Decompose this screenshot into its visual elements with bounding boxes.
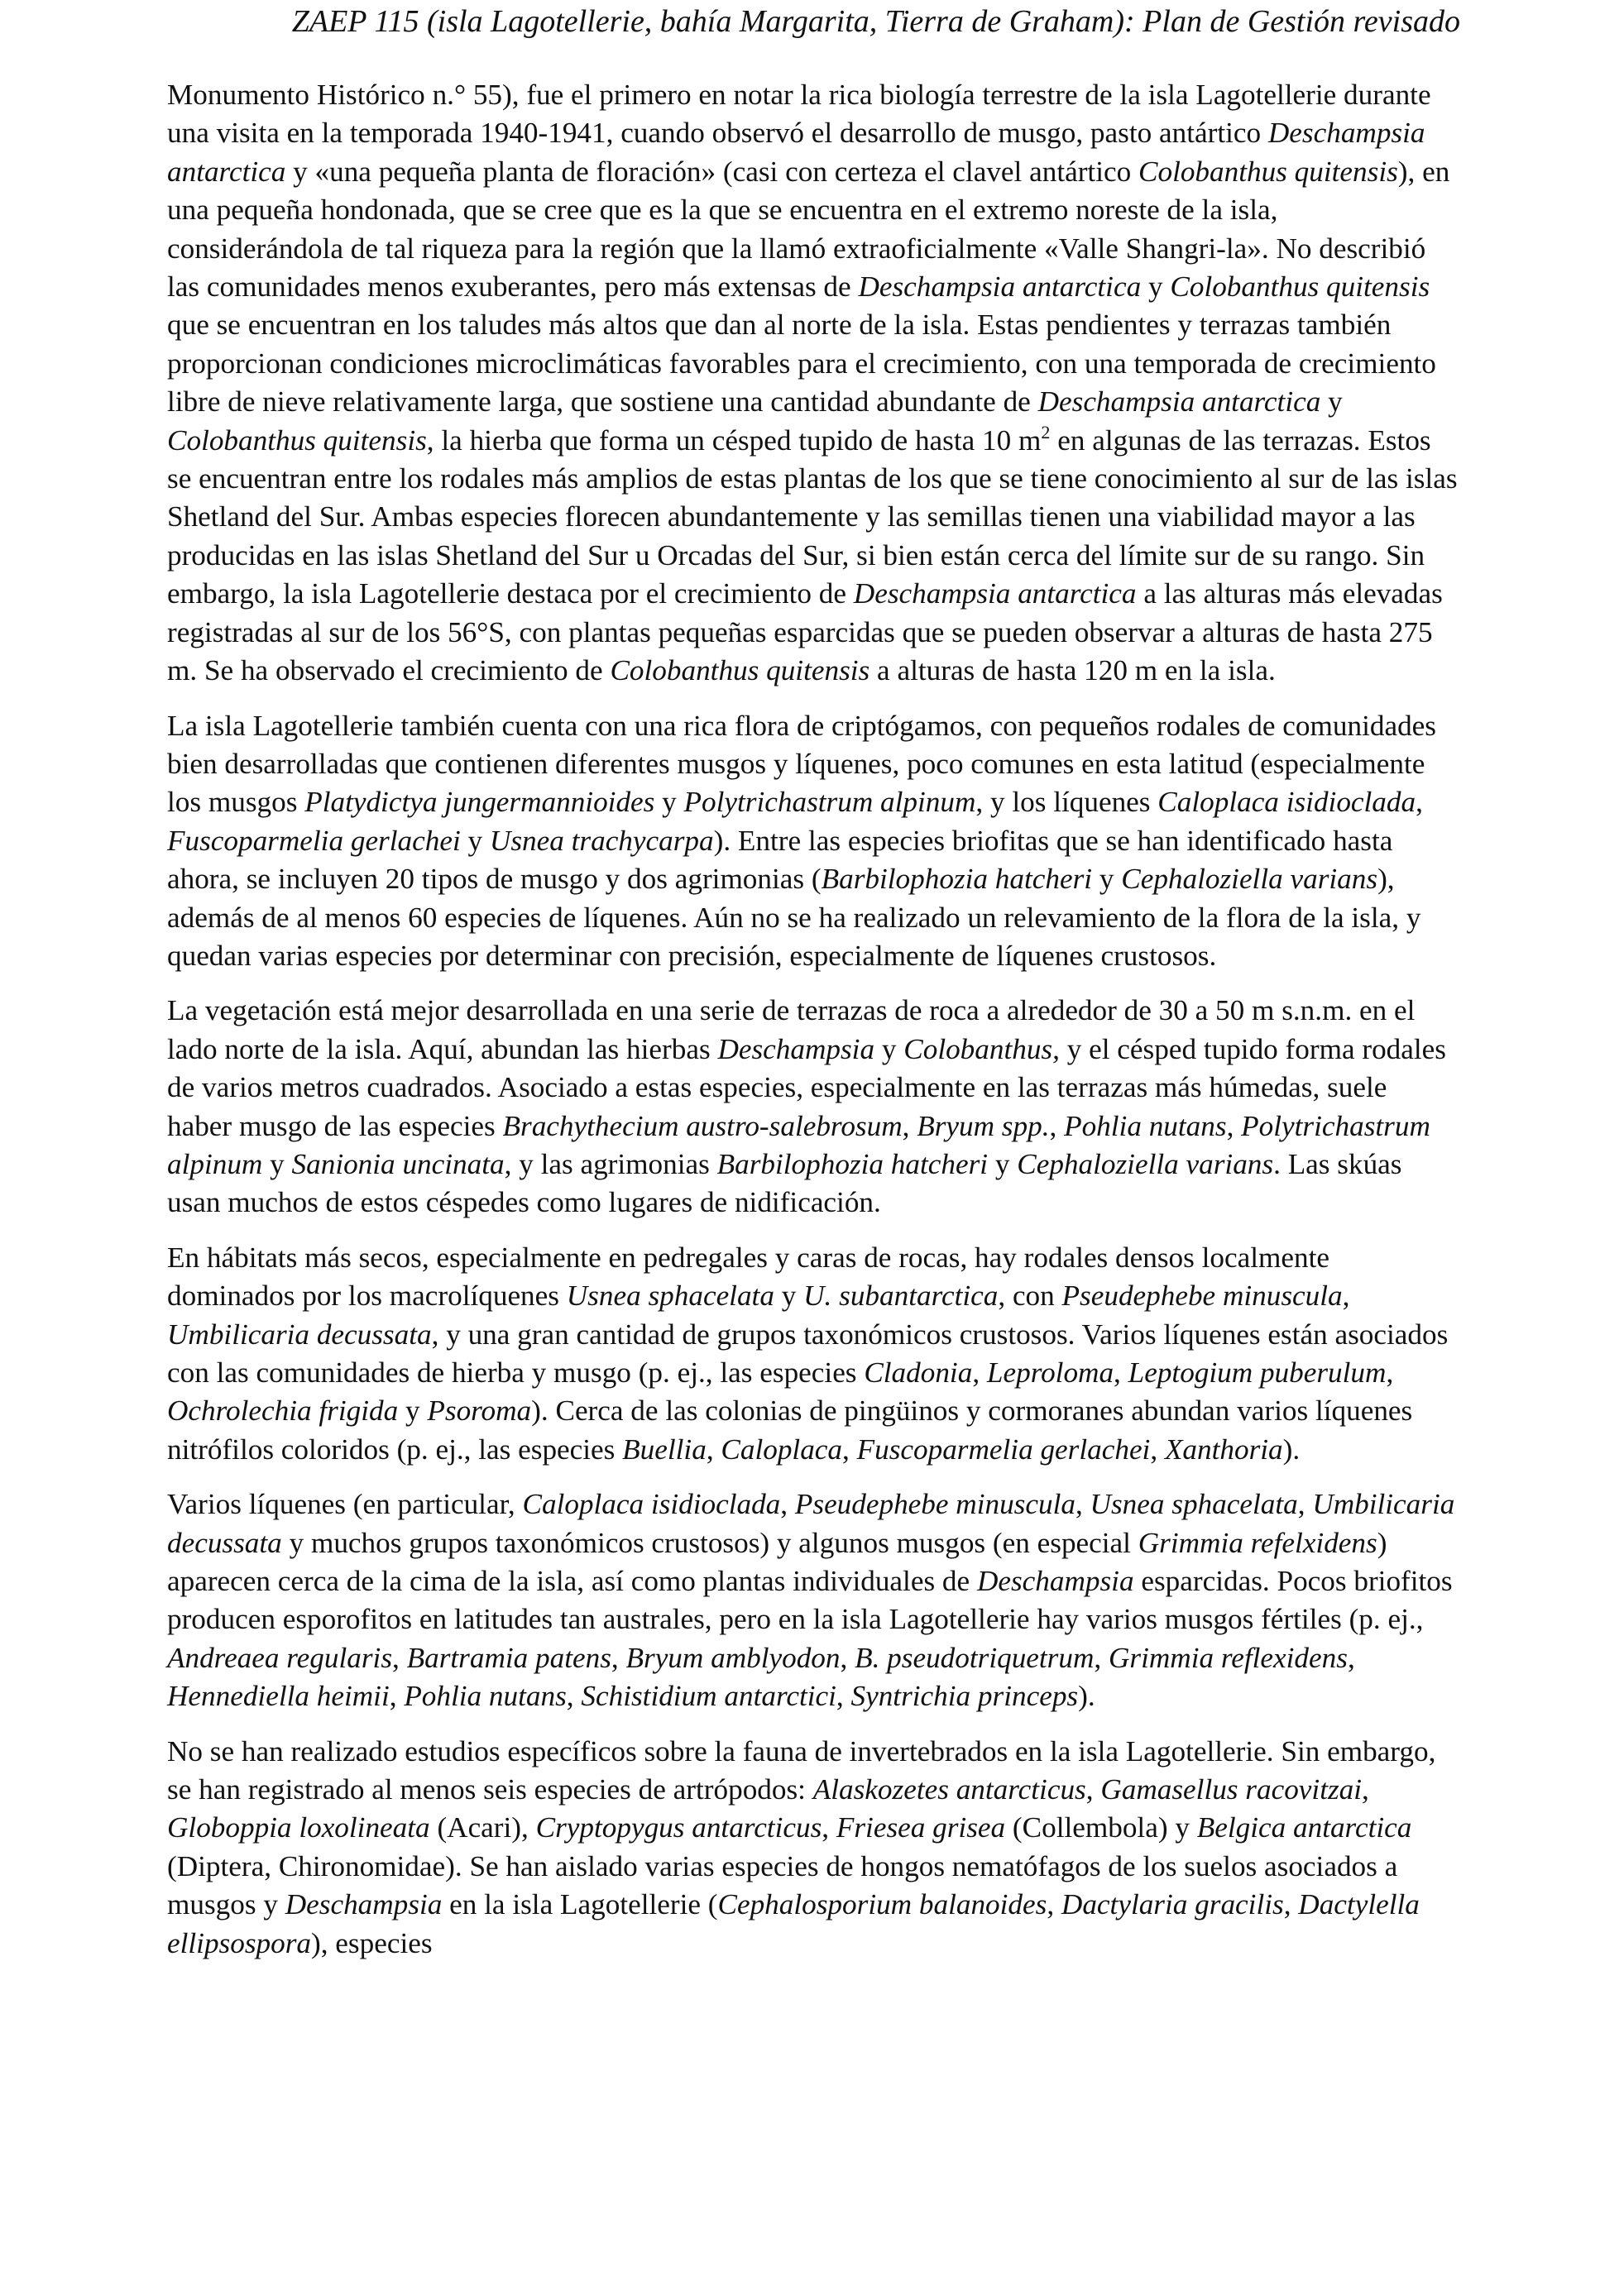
text-run: , y una gran cantidad de grupos taxonómicos crustosos. Varios líquenes están asociados con las comunidades de hierba y musgo (p. ej., las especies: [167, 1318, 1449, 1389]
italic-term: Caloplaca isidioclada: [522, 1488, 781, 1521]
superscript: 2: [1041, 421, 1051, 442]
italic-term: Colobanthus,: [903, 1032, 1060, 1065]
italic-term: Globoppia loxolineata: [167, 1811, 430, 1844]
italic-term: Deschampsia antarctica: [858, 270, 1142, 304]
text-run: (Diptera, Chironomidae). Se han aislado varias especies de hongos nematófagos de los suelos asociados a musgos y: [167, 1849, 1398, 1921]
italic-term: Umbilicaria decussata: [167, 1488, 1455, 1559]
italic-term: Leproloma: [986, 1356, 1114, 1389]
text-run: y muchos grupos taxonómicos crustosos) y algunos musgos (en especial: [281, 1526, 1138, 1559]
italic-term: Leptogium puberulum: [1128, 1356, 1387, 1389]
text-run: ,: [1283, 1888, 1299, 1921]
text-run: , con: [998, 1280, 1062, 1313]
text-run: ,: [1342, 1280, 1350, 1313]
text-run: , y los líquenes: [975, 786, 1158, 819]
text-run: ,: [780, 1488, 795, 1521]
italic-term: Colobanthus quitensis: [167, 423, 427, 457]
text-run: ,: [1075, 1488, 1090, 1521]
italic-term: Cephaloziella varians: [1121, 863, 1378, 896]
text-run: en algunas de las terrazas. Estos se encuentran entre los rodales más amplios de estas plantas de los que se tiene conocimiento al sur de las islas Shetland del Sur. Ambas especies florecen abundantemente y las semillas tienen una viabilidad mayor a las producidas en las islas Shetland del Sur u Orcadas del Sur, si bien están cerca del límite sur de su rango. Sin embargo, la isla Lagotellerie destaca por el crecimiento de: [167, 423, 1458, 610]
text-run: ,: [566, 1680, 582, 1713]
paragraph-2: [167, 707, 1458, 976]
text-run: y: [874, 1032, 904, 1065]
italic-term: Brachythecium austro-salebrosum: [502, 1109, 903, 1142]
text-run: ) aparecen cerca de la cima de la isla, así como plantas individuales de: [167, 1526, 1387, 1598]
text-run: ).: [1078, 1680, 1095, 1713]
text-run: ,: [1047, 1888, 1061, 1921]
text-run: ,: [1226, 1109, 1242, 1142]
text-run: que se encuentran en los taludes más altos que dan al norte de la isla. Estas pendientes y terrazas también proporcionan condiciones microclimáticas favorables para el crecimiento, con una temporada de crecimiento libre de nieve relativamente larga, que sostiene una cantidad abundante de: [167, 309, 1436, 419]
italic-term: Sanionia uncinata: [291, 1147, 505, 1180]
text-run: y el césped tupido forma rodales de varios metros cuadrados. Asociado a estas especies, especialmente en las terrazas más húmedas, suele haber musgo de las especies: [167, 1032, 1446, 1142]
paragraph-4: [167, 1239, 1458, 1469]
text-run: ,: [822, 1811, 836, 1844]
paragraph-3: [167, 992, 1458, 1222]
text-run: ,: [1362, 1773, 1369, 1806]
italic-term: Bryum amblyodon: [625, 1641, 841, 1674]
italic-term: Psoroma: [427, 1394, 532, 1428]
text-run: , y las agrimonias: [504, 1147, 717, 1180]
text-run: ), además de al menos 60 especies de líquenes. Aún no se ha realizado un relevamiento de la flora de la isla, y quedan varias especies por determinar con precisión, especialmente de líquenes crustosos.: [167, 863, 1421, 972]
text-run: , la hierba que forma un césped tupido de hasta 10 m: [426, 423, 1042, 457]
italic-term: B. pseudotriquetrum: [855, 1641, 1095, 1674]
italic-term: Polytrichastrum alpinum: [683, 786, 976, 819]
italic-term: Deschampsia: [976, 1565, 1134, 1598]
text-run: Varios líquenes (en particular,: [167, 1488, 523, 1521]
text-run: La vegetación está mejor desarrollada en una serie de terrazas de roca a alrededor de 30 a 50 m s.n.m. en el lado norte de la isla. Aquí, abundan las hierbas: [167, 994, 1416, 1065]
italic-term: Polytrichastrum alpinum: [167, 1109, 1430, 1180]
text-run: En hábitats más secos, especialmente en pedregales y caras de rocas, hay rodales densos localmente dominados por los macrolíquenes: [167, 1241, 1329, 1313]
italic-term: Pseudephebe minuscula: [794, 1488, 1075, 1521]
text-run: y: [1092, 863, 1122, 896]
text-run: ,: [1347, 1641, 1355, 1674]
italic-term: Deschampsia: [717, 1032, 875, 1065]
text-run: y: [460, 824, 490, 857]
text-run: y «una pequeña planta de floración» (casi con certeza el clavel antártico: [285, 155, 1138, 188]
text-run: ,: [1049, 1109, 1065, 1142]
italic-term: Fuscoparmelia gerlachei: [856, 1433, 1151, 1466]
italic-term: Grimmia refelxidens: [1138, 1526, 1377, 1559]
italic-term: Dactylaria gracilis: [1061, 1888, 1284, 1921]
text-run: ,: [1416, 786, 1423, 819]
text-run: y: [398, 1394, 428, 1428]
text-run: a las alturas más elevadas registradas al sur de los 56°S, con plantas pequeñas esparcidas que se pueden observar a alturas de hasta 275 m. Se ha observado el crecimiento de: [167, 577, 1443, 687]
italic-term: Deschampsia antarctica: [1037, 385, 1321, 419]
text-run: ,: [392, 1641, 407, 1674]
text-run: ). Entre las especies briofitas que se han identificado hasta ahora, se incluyen 20 tipos de musgo y dos agrimonias (: [167, 824, 1393, 896]
text-run: y: [774, 1280, 804, 1313]
italic-term: Cephaloziella varians: [1017, 1147, 1274, 1180]
italic-term: Bryum spp.: [917, 1109, 1050, 1142]
italic-term: Belgica antarctica: [1196, 1811, 1412, 1844]
italic-term: Caloplaca: [721, 1433, 843, 1466]
text-run: ,: [1386, 1356, 1394, 1389]
text-run: esparcidas. Pocos briofitos producen esporofitos en latitudes tan australes, pero en la isla Lagotellerie hay varios musgos fértiles (p. ej.,: [167, 1565, 1453, 1636]
italic-term: Deschampsia antarctica: [853, 577, 1137, 610]
text-run: ,: [1094, 1641, 1109, 1674]
italic-term: Cryptopygus antarcticus: [535, 1811, 822, 1844]
italic-term: Barbilophozia hatcheri: [716, 1147, 989, 1180]
paragraph-5: [167, 1485, 1458, 1715]
italic-term: Pohlia nutans: [404, 1680, 567, 1713]
text-run: y: [1320, 385, 1343, 419]
text-run: ,: [836, 1680, 851, 1713]
text-run: ,: [972, 1356, 987, 1389]
text-run: ,: [389, 1680, 405, 1713]
italic-term: U. subantarctica: [803, 1280, 999, 1313]
italic-term: Barbilophozia hatcheri: [821, 863, 1093, 896]
running-header: ZAEP 115 (isla Lagotellerie, bahía Margarita, Tierra de Graham): Plan de Gestión revisado: [291, 4, 1460, 39]
italic-term: Umbilicaria decussata: [167, 1318, 432, 1351]
text-run: y: [1141, 270, 1171, 304]
italic-term: Pohlia nutans: [1064, 1109, 1227, 1142]
text-run: ), especies: [311, 1926, 433, 1959]
italic-term: Deschampsia antarctica: [167, 117, 1425, 188]
text-run: ,: [706, 1433, 721, 1466]
italic-term: Usnea sphacelata: [566, 1280, 774, 1313]
italic-term: Colobanthus quitensis: [1138, 155, 1398, 188]
italic-term: Buellia: [622, 1433, 707, 1466]
italic-term: Andreaea regularis: [167, 1641, 393, 1674]
text-run: (Collembola) y: [1005, 1811, 1197, 1844]
italic-term: Ochrolechia frigida: [167, 1394, 399, 1428]
text-run: ). Cerca de las colonias de pingüinos y cormoranes abundan varios líquenes nitrófilos coloridos (p. ej., las especies: [167, 1394, 1413, 1466]
text-run: No se han realizado estudios específicos sobre la fauna de invertebrados en la isla Lagotellerie. Sin embargo, se han registrado al menos seis especies de artrópodos:: [167, 1734, 1436, 1806]
italic-term: Dactylella ellipsospora: [167, 1888, 1420, 1959]
italic-term: Usnea sphacelata: [1090, 1488, 1298, 1521]
italic-term: Syntrichia princeps: [850, 1680, 1079, 1713]
italic-term: Colobanthus quitensis: [610, 654, 870, 687]
text-run: ,: [1114, 1356, 1128, 1389]
text-run: ,: [1297, 1488, 1313, 1521]
text-run: ,: [611, 1641, 626, 1674]
text-run: en la isla Lagotellerie (: [442, 1888, 718, 1921]
italic-term: Caloplaca isidioclada: [1157, 786, 1416, 819]
italic-term: Colobanthus quitensis: [1170, 270, 1430, 304]
text-run: ,: [840, 1641, 855, 1674]
paragraph-6: [167, 1733, 1458, 1963]
text-run: ).: [1282, 1433, 1301, 1466]
italic-term: Pseudephebe minuscula: [1061, 1280, 1343, 1313]
italic-term: Schistidium antarctici: [581, 1680, 836, 1713]
text-run: (Acari),: [429, 1811, 536, 1844]
text-run: Monumento Histórico n.° 55), fue el primero en notar la rica biología terrestre de la isla Lagotellerie durante una visita en la temporada 1940-1941, cuando observó el desarrollo de musgo, pasto antártico: [167, 79, 1431, 150]
italic-term: Bartramia patens: [406, 1641, 611, 1674]
text-run: ,: [842, 1433, 857, 1466]
italic-term: Xanthoria: [1164, 1433, 1283, 1466]
text-run: . Las skúas usan muchos de estos céspedes como lugares de nidificación.: [167, 1147, 1402, 1219]
italic-term: Grimmia reflexidens: [1108, 1641, 1348, 1674]
italic-term: Hennediella heimii: [167, 1680, 390, 1713]
text-run: ), en una pequeña hondonada, que se cree que es la que se encuentra en el extremo noreste de la isla, considerándola de tal riqueza para la región que la llamó extraoficialmente «Valle Shangri-la». No describió las comunidades menos exuberantes, pero más extensas de: [167, 155, 1450, 304]
italic-term: Gamasellus racovitzai: [1100, 1773, 1363, 1806]
italic-term: Alaskozetes antarcticus: [812, 1773, 1086, 1806]
text-run: y: [988, 1147, 1018, 1180]
italic-term: Cladonia: [864, 1356, 973, 1389]
text-run: ,: [1085, 1773, 1101, 1806]
italic-term: Cephalosporium balanoides: [717, 1888, 1047, 1921]
text-run: y: [654, 786, 684, 819]
body-text: [167, 76, 1458, 1979]
italic-term: Usnea trachycarpa: [489, 824, 714, 857]
italic-term: Deschampsia: [285, 1888, 443, 1921]
italic-term: Friesea grisea: [836, 1811, 1006, 1844]
paragraph-1: [167, 76, 1458, 691]
text-run: ,: [1150, 1433, 1165, 1466]
italic-term: Fuscoparmelia gerlachei: [167, 824, 461, 857]
text-run: ,: [902, 1109, 917, 1142]
italic-term: Platydictya jungermannioides: [304, 786, 655, 819]
text-run: a alturas de hasta 120 m en la isla.: [869, 654, 1276, 687]
text-run: La isla Lagotellerie también cuenta con una rica flora de criptógamos, con pequeños rodales de comunidades bien desarrolladas que contienen diferentes musgos y líquenes, poco comunes en esta latitud (especialmente los musgos: [167, 709, 1436, 819]
text-run: y: [262, 1147, 292, 1180]
